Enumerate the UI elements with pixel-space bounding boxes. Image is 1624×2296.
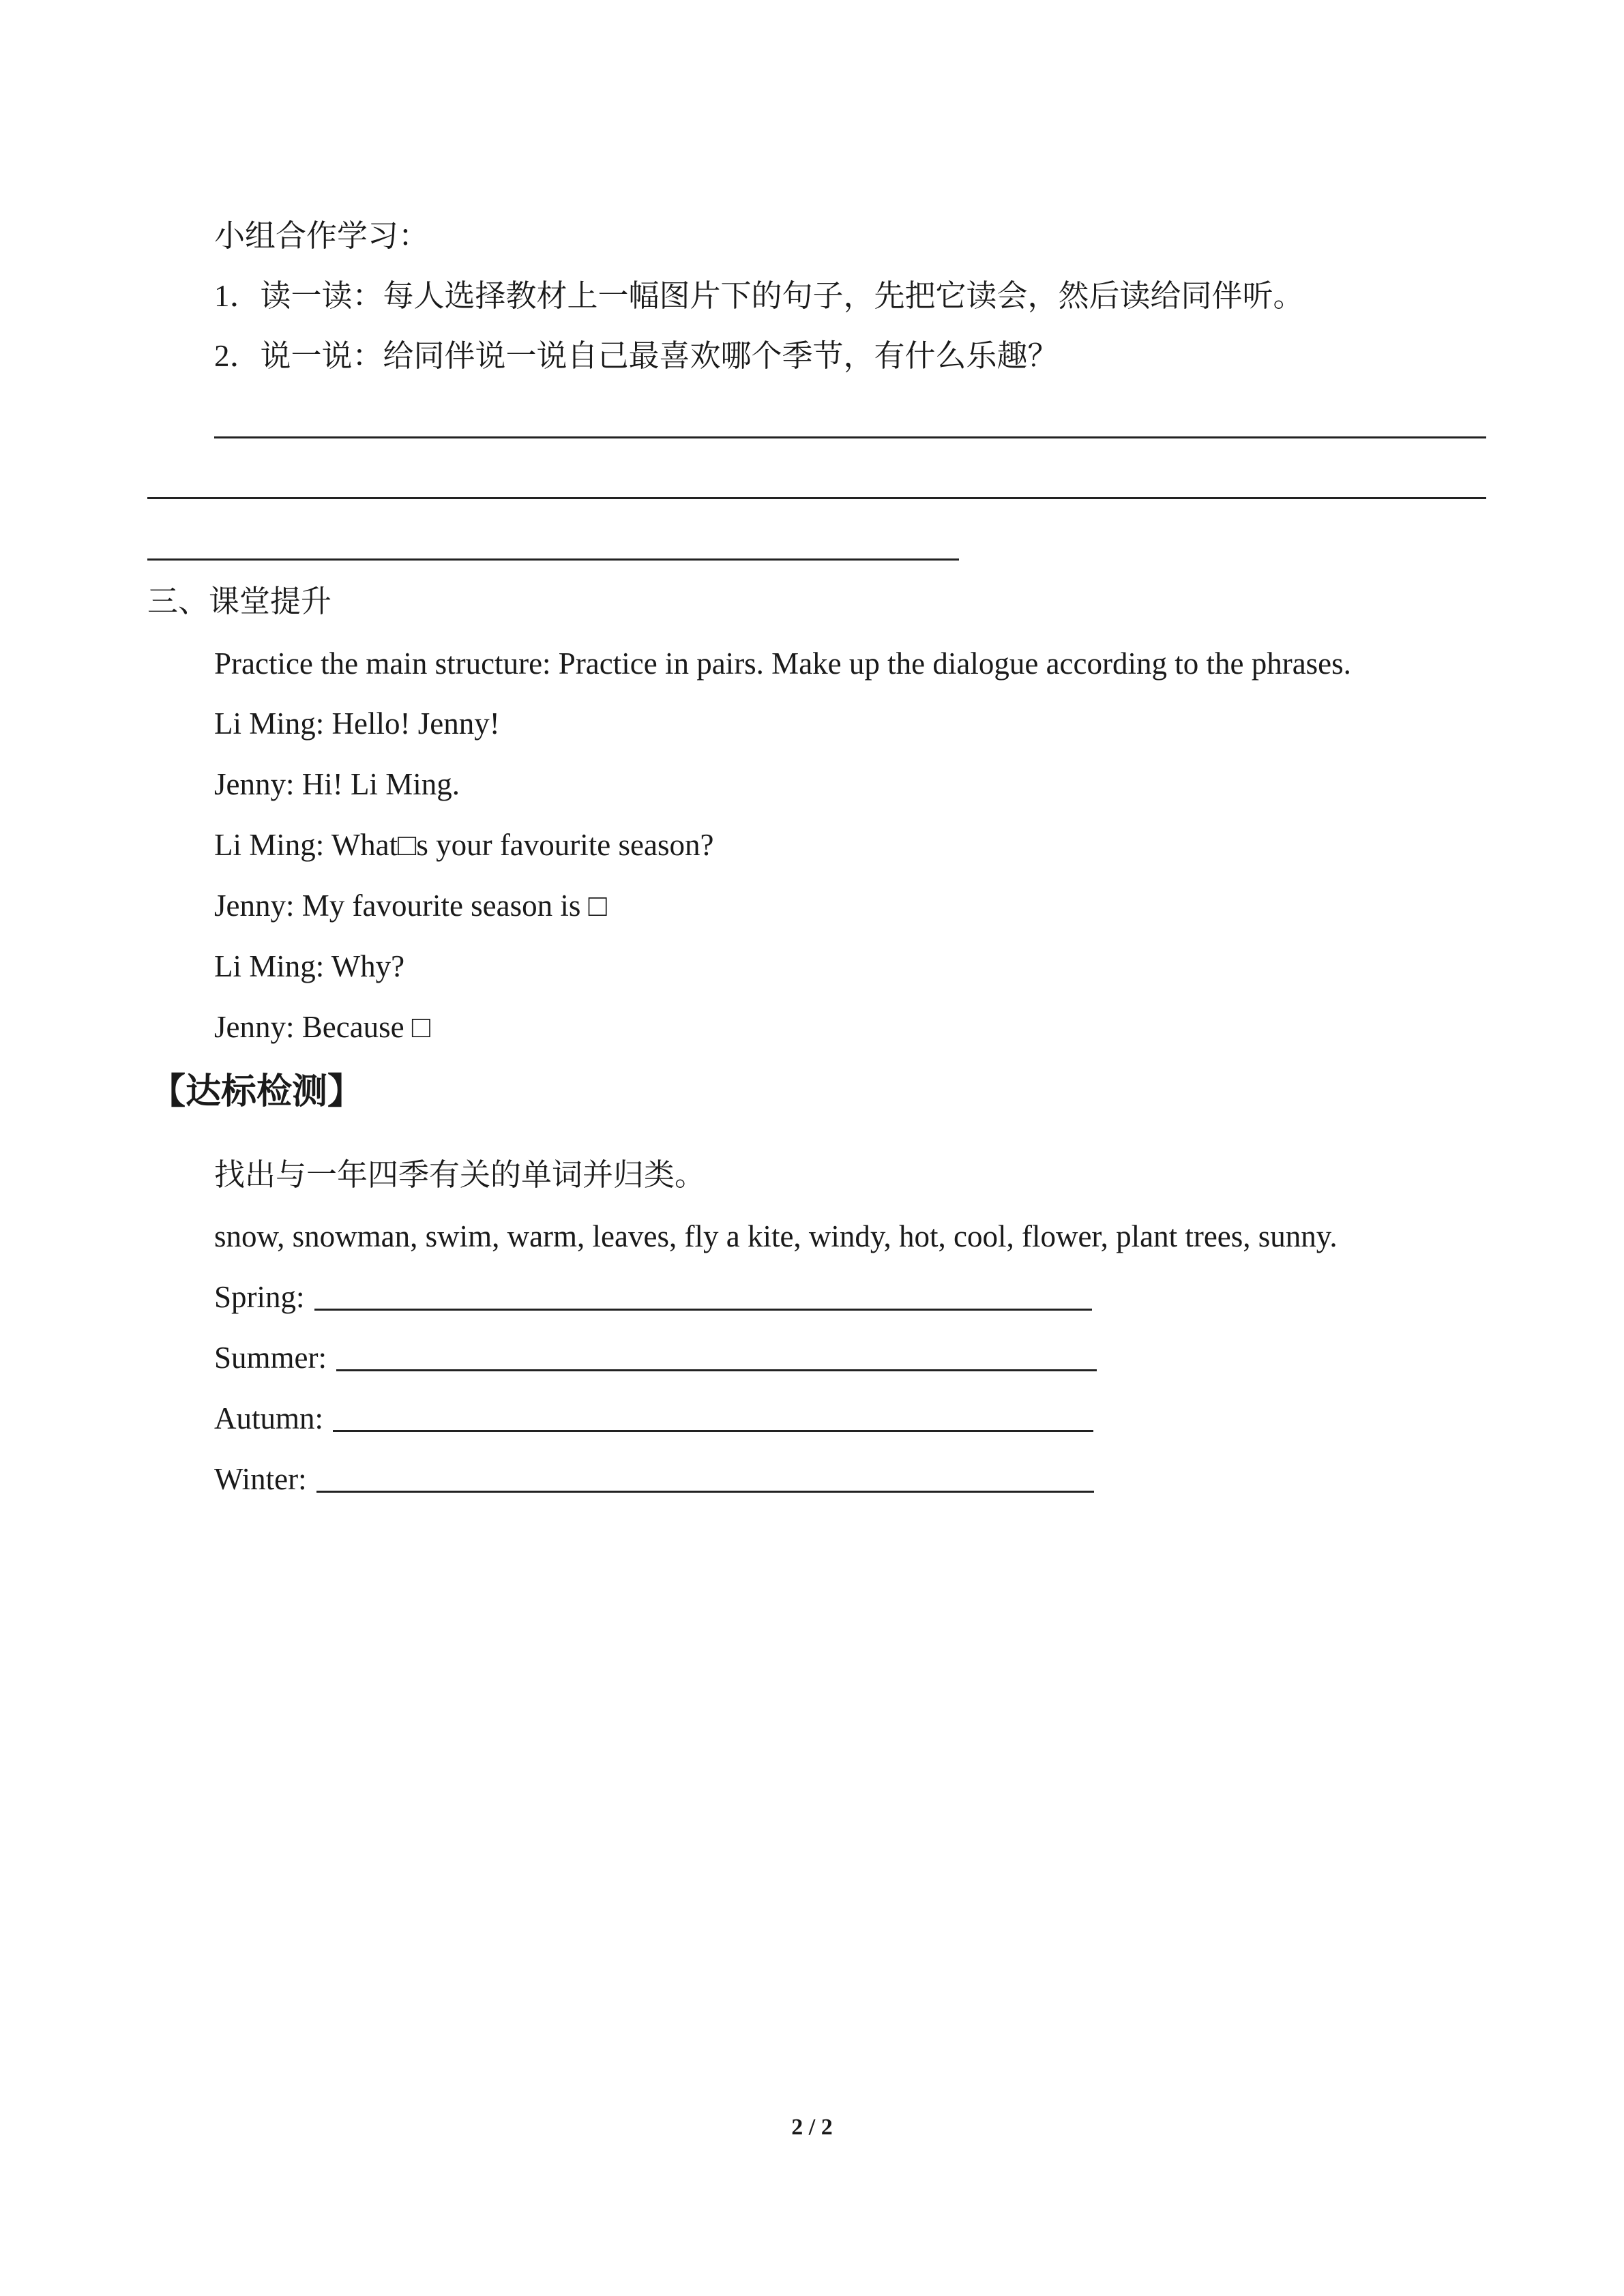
category-row-winter <box>214 1459 1094 1500</box>
category-row-spring <box>214 1277 1092 1317</box>
group-study-title: 小组合作学习： <box>214 219 430 253</box>
category-label-summer: Summer: <box>214 1341 327 1375</box>
assessment-heading: 【达标检测】 <box>150 1071 364 1112</box>
answer-line-2[interactable] <box>147 497 1486 499</box>
group-study-item-2: 2．说一说：给同伴说一说自己最喜欢哪个季节，有什么乐趣？ <box>214 339 1059 373</box>
category-row-summer <box>214 1337 1097 1378</box>
category-label-winter: Winter: <box>214 1462 307 1496</box>
answer-line-3[interactable] <box>147 558 959 561</box>
dialogue-line-3: Li Ming: What□s your favourite season? <box>214 828 714 862</box>
category-blank-spring[interactable] <box>314 1276 1092 1311</box>
dialogue-line-2: Jenny: Hi! Li Ming. <box>214 767 460 801</box>
dialogue-line-6: Jenny: Because □ <box>214 1010 431 1044</box>
dialogue-line-4: Jenny: My favourite season is □ <box>214 889 607 923</box>
category-label-autumn: Autumn: <box>214 1401 324 1435</box>
page-number: 2 / 2 <box>791 2115 833 2140</box>
category-label-spring: Spring: <box>214 1280 305 1314</box>
category-blank-autumn[interactable] <box>333 1397 1093 1432</box>
answer-line-1[interactable] <box>214 436 1486 438</box>
category-row-autumn <box>214 1398 1093 1439</box>
assessment-instruction: 找出与一年四季有关的单词并归类。 <box>214 1158 706 1192</box>
dialogue-line-5: Li Ming: Why? <box>214 949 405 983</box>
category-blank-summer[interactable] <box>336 1337 1097 1371</box>
dialogue-line-1: Li Ming: Hello! Jenny! <box>214 706 500 741</box>
section-3-title: 三、课堂提升 <box>147 584 332 618</box>
category-blank-winter[interactable] <box>316 1458 1094 1493</box>
group-study-item-1: 1．读一读：每人选择教材上一幅图片下的句子，先把它读会，然后读给同伴听。 <box>214 279 1304 313</box>
practice-instruction: Practice the main structure: Practice in pairs. Make up the dialogue according to the phrases. <box>214 646 1351 681</box>
word-list: snow, snowman, swim, warm, leaves, fly a kite, windy, hot, cool, flower, plant trees, sunny. <box>214 1219 1338 1253</box>
